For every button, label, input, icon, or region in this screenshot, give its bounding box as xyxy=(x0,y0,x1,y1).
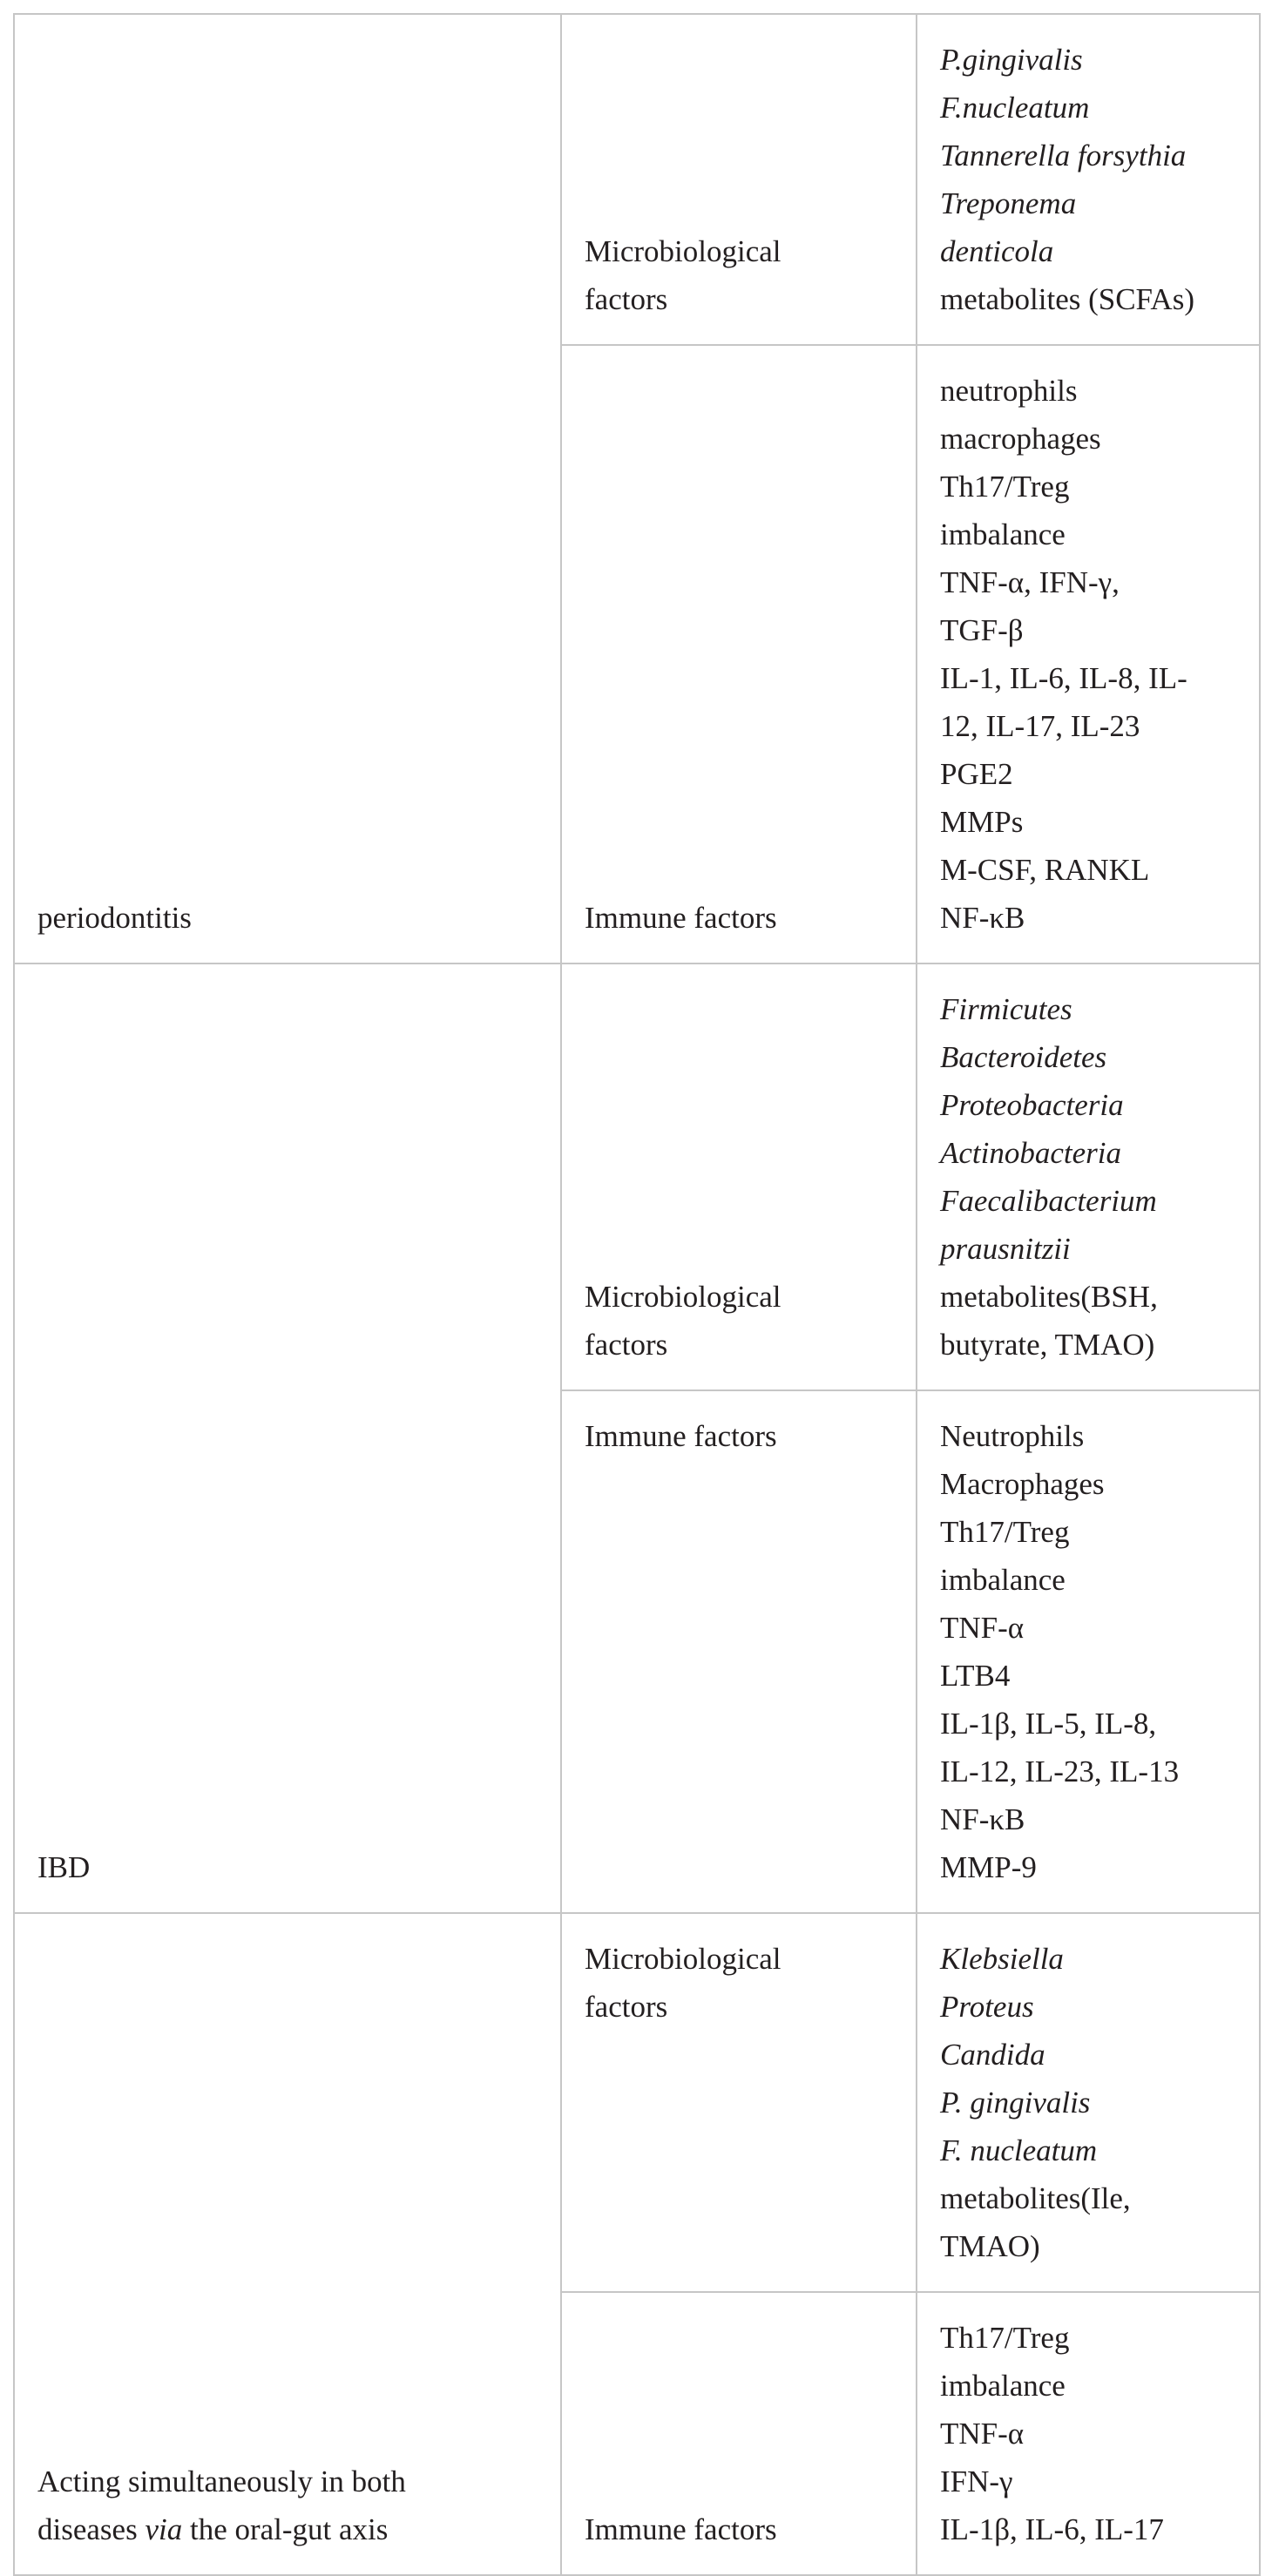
disease-cell-oral-gut-axis xyxy=(14,1913,561,2575)
disease-label-text: Acting simultaneously in both xyxy=(37,2464,406,2498)
list-item: Tannerella forsythia xyxy=(940,139,1187,172)
factor-type-label: Microbiological xyxy=(585,1280,781,1314)
list-item: Bacteroidetes xyxy=(940,1040,1107,1074)
list-item: imbalance xyxy=(940,517,1066,551)
list-item: metabolites(Ile, xyxy=(940,2181,1131,2215)
list-item: Proteobacteria xyxy=(940,1088,1124,1122)
list-item: metabolites(BSH, xyxy=(940,1280,1158,1314)
list-item: Candida xyxy=(940,2038,1045,2072)
list-item: M-CSF, RANKL xyxy=(940,853,1150,887)
factor-type-label: factors xyxy=(585,1328,668,1362)
factor-list-cell xyxy=(917,963,1260,1390)
list-item: Actinobacteria xyxy=(940,1136,1122,1170)
factor-type-label: Immune factors xyxy=(585,1419,777,1453)
list-item: MMPs xyxy=(940,805,1024,839)
disease-label-text: diseases xyxy=(37,2512,145,2546)
list-item: IL-12, IL-23, IL-13 xyxy=(940,1755,1180,1788)
factor-type-cell xyxy=(561,2292,917,2575)
disease-label: periodontitis xyxy=(37,901,192,935)
disease-label-text: via xyxy=(145,2512,183,2546)
disease-label: IBD xyxy=(37,1850,91,1884)
list-item: Th17/Treg xyxy=(940,1515,1070,1549)
factor-type-cell xyxy=(561,14,917,345)
factor-type-label: Microbiological xyxy=(585,1942,781,1976)
factor-type-cell xyxy=(561,1390,917,1913)
list-item: IL-1β, IL-6, IL-17 xyxy=(940,2512,1164,2546)
list-item: Firmicutes xyxy=(940,992,1072,1026)
disease-cell-periodontitis xyxy=(14,14,561,963)
list-item: Treponema xyxy=(940,186,1077,220)
list-item: Faecalibacterium xyxy=(940,1184,1157,1218)
list-item: metabolites (SCFAs) xyxy=(940,282,1194,316)
list-item: MMP-9 xyxy=(940,1850,1037,1884)
factor-type-cell xyxy=(561,963,917,1390)
list-item: 12, IL-17, IL-23 xyxy=(940,709,1140,743)
list-item: IFN-γ xyxy=(940,2464,1013,2498)
list-item: LTB4 xyxy=(940,1659,1011,1693)
list-item: P.gingivalis xyxy=(940,43,1083,77)
list-item: butyrate, TMAO) xyxy=(940,1328,1155,1362)
list-item: Proteus xyxy=(940,1990,1034,2024)
factor-list-cell xyxy=(917,1913,1260,2292)
factor-type-label: Microbiological xyxy=(585,234,781,268)
list-item: neutrophils xyxy=(940,374,1078,408)
list-item: Th17/Treg xyxy=(940,470,1070,504)
list-item: denticola xyxy=(940,234,1054,268)
list-item: imbalance xyxy=(940,2369,1066,2403)
list-item: Neutrophils xyxy=(940,1419,1085,1453)
list-item: Klebsiella xyxy=(940,1942,1064,1976)
factor-list-cell xyxy=(917,14,1260,345)
list-item: Th17/Treg xyxy=(940,2321,1070,2355)
list-item: F. nucleatum xyxy=(940,2133,1098,2167)
list-item: NF-κB xyxy=(940,901,1025,935)
factors-table xyxy=(13,13,1261,2576)
factor-type-label: Immune factors xyxy=(585,2512,777,2546)
disease-label-text: the oral-gut axis xyxy=(182,2512,389,2546)
list-item: TNF-α, IFN-γ, xyxy=(940,565,1120,599)
factor-type-label: factors xyxy=(585,1990,668,2024)
list-item: TMAO) xyxy=(940,2229,1040,2263)
factor-type-cell xyxy=(561,1913,917,2292)
list-item: TNF-α xyxy=(940,2417,1025,2451)
list-item: Macrophages xyxy=(940,1467,1105,1501)
list-item: NF-κB xyxy=(940,1802,1025,1836)
list-item: PGE2 xyxy=(940,757,1013,791)
disease-label xyxy=(37,2458,538,2505)
factor-list-cell xyxy=(917,2292,1260,2575)
table-row xyxy=(14,963,1260,1390)
list-item: TNF-α xyxy=(940,1611,1025,1645)
list-item: prausnitzii xyxy=(940,1232,1071,1266)
list-item: macrophages xyxy=(940,422,1101,456)
table-row xyxy=(14,1913,1260,2292)
factor-type-label: factors xyxy=(585,282,668,316)
list-item: F.nucleatum xyxy=(940,91,1090,125)
list-item: IL-1β, IL-5, IL-8, xyxy=(940,1707,1157,1741)
factor-type-cell xyxy=(561,345,917,963)
list-item: TGF-β xyxy=(940,613,1024,647)
table-row xyxy=(14,14,1260,345)
disease-label xyxy=(37,2505,538,2553)
list-item: IL-1, IL-6, IL-8, IL- xyxy=(940,661,1187,695)
factor-list-cell xyxy=(917,345,1260,963)
factor-type-label: Immune factors xyxy=(585,901,777,935)
list-item: P. gingivalis xyxy=(940,2086,1091,2120)
disease-cell-ibd xyxy=(14,963,561,1913)
list-item: imbalance xyxy=(940,1563,1066,1597)
factor-list-cell xyxy=(917,1390,1260,1913)
